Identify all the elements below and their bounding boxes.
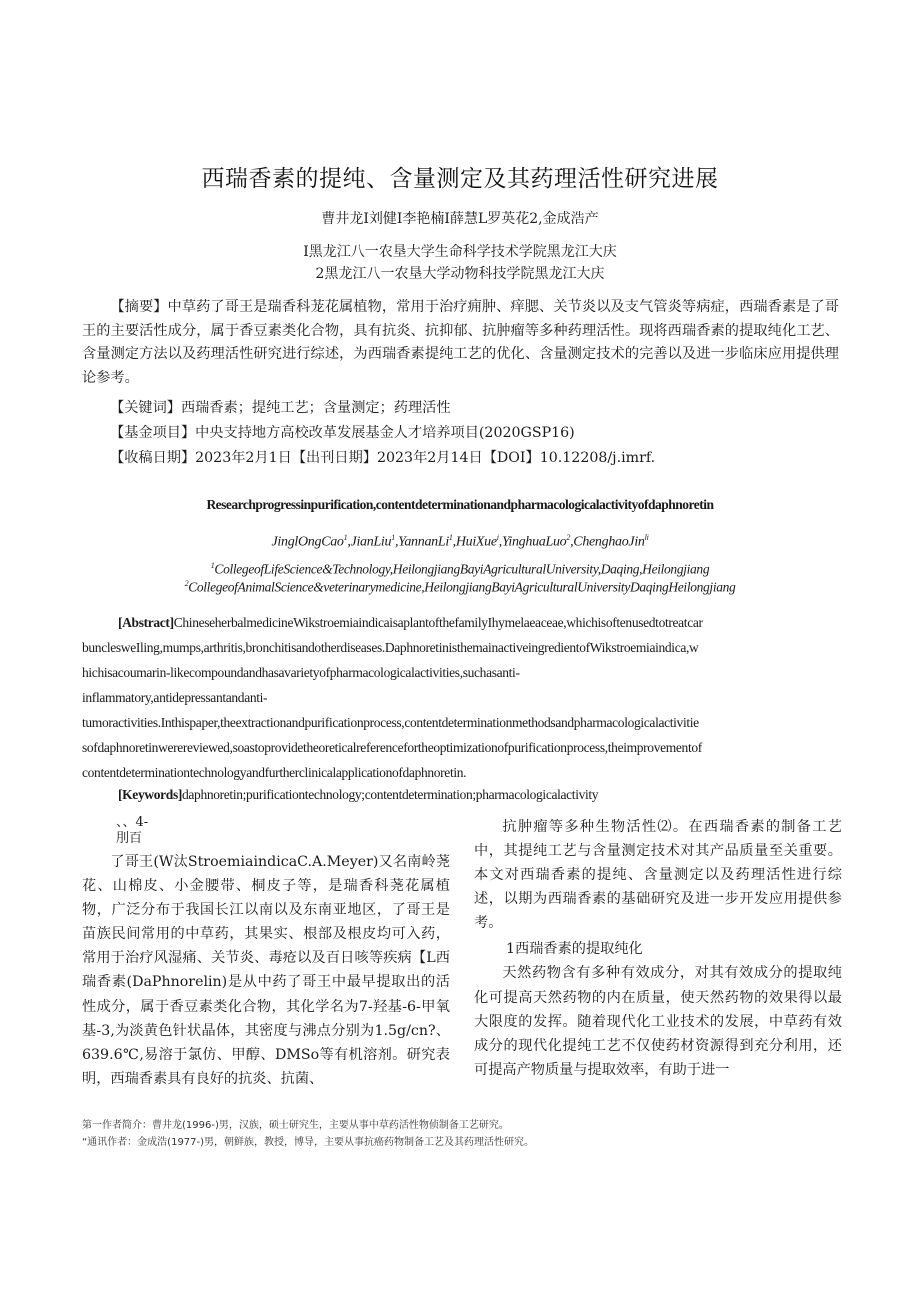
dates-cn: 【收稿日期】2023年2月1日【出刊日期】2023年2月14日【DOI】10.12208/j.imrf.	[110, 450, 656, 466]
author-en-mark: 1	[343, 533, 348, 542]
intro-paragraph: 了哥王(W汰StroemiaindicaC.A.Meyer)又名南岭荛花、山棉皮、小金腰带、桐皮子等，是瑞香科荛花属植物，广泛分布于我国长江以南以及东南亚地区，了哥王是苗族民间常用的中草药，其果实、根部及根皮均可入药，常用于治疗风湿痛、关节炎、毒疮以及百日咳等疾病【L西瑞香素(DaPhnorelin)是从中药了哥王中最早提取出的活性成分，属于香豆素类化合物，其化学名为7-羟基-6-甲氧基-3,为淡黄色针状晶体，其密度与沸点分别为1.5g/cn?、639.6℃,易溶于氯仿、甲醇、DMSo等有机溶剂。研究表明，西瑞香素具有良好的抗炎、抗菌、	[82, 854, 450, 1087]
authors-en: JinglOngCao$^1$,JianLiu$^1$,YannanLi$^1$,HuiXue$^i$,YinghuaLuo$^2$,ChenghaoJin$^{li}$	[271, 533, 649, 550]
author-en-mark: 1	[448, 533, 453, 542]
body-column-right	[474, 815, 842, 1082]
abstract-en-line: hichisacoumarin-likecompoundandhasavarietyofpharmacologicalactivities,suchasanti-	[82, 665, 520, 680]
paper-title-en: Researchprogressinpurification,contentdeterminationandpharmacologicalactivityofdaphnoretin	[206, 497, 714, 512]
affiliation-en-mark: 2	[184, 579, 189, 588]
author-en-name: JianLiu	[350, 534, 392, 550]
fund-cn: 【基金项目】中央支持地方高校改革发展基金人才培养项目(2020GSP16)	[110, 425, 575, 441]
affiliation-en-text: CollegeofAnimalScience&veterinarymedicine,HeilongjiangBayiAgriculturalUniversityDaqingHeilongjiang	[188, 579, 736, 595]
footnotes	[82, 1117, 842, 1151]
author-en-mark: li	[644, 533, 649, 542]
affiliation-en-mark: 1	[210, 561, 215, 570]
author-en-name: YannanLi	[398, 534, 449, 550]
affiliation-en-2	[0, 579, 920, 596]
keywords-en-text: daphnoretin;purificationtechnology;contentdetermination;pharmacologicalactivity	[182, 787, 599, 802]
abstract-en-line: bunclesweIling,mumps,arthritis,bronchitisandotherdiseases.DaphnoretinisthemainactiveingredientofWikstroemiaindica,w	[82, 640, 699, 655]
author-en-name: JinglOngCao	[271, 534, 344, 550]
section-1-paragraph: 天然药物含有多种有效成分，对其有效成分的提取纯化可提高天然药物的内在质量，使天然药物的效果得以最大限度的发挥。随着现代化工业技术的发展，中草药有效成分的现代化提纯工艺不仅使药材资源得到充分利用，还可提高产物质量与提取效率，有助于进一	[474, 965, 842, 1078]
abstract-en-line: [Abstract]ChineseherbalmedicineWikstroemiaindicaisaplantofthefamilyIhymelaeaceae,whichisoftenusedtotreatcar	[118, 615, 703, 630]
abstract-en-line: contentdeterminationtechnologyandfurtherclinicalapplicationofdaphnoretin.	[82, 765, 467, 780]
affiliation-cn-1: I黑龙江八一农垦大学生命科学技术学院黑龙江大庆	[303, 244, 617, 260]
keywords-cn: 【关键词】西瑞香素；提纯工艺；含量测定；药理活性	[110, 400, 451, 416]
authors-cn: 曹井龙I刘健I李艳楠I薛慧L罗英花2,金成浩产	[321, 211, 599, 227]
author-en-name: HuiXue	[455, 534, 497, 550]
keywords-en-label: [Keywords]	[118, 787, 182, 802]
abstract-en-line: sofdaphnoretinwerereviewed,soastoprovidetheoreticalreferencefortheoptimizationofpurificationprocess,theimprovementof	[82, 740, 702, 755]
abstract-en	[82, 610, 842, 785]
author-en-mark: i	[496, 533, 499, 542]
affiliation-en-text: CollegeofLifeScience&Technology,HeilongjiangBayiAgriculturalUniversity,Daqing,Heilongjiang	[214, 561, 710, 577]
affiliation-en-1	[0, 561, 920, 578]
heading-fragment-1: 、、4-	[116, 815, 149, 830]
footnote-corresponding-author: “通讯作者：金成浩(1977-)男，朝鲜族，教授，博导，主要从事抗癌药物制备工艺及其药理活性研究。	[82, 1137, 535, 1148]
author-en-name: YinghuaLuo	[501, 534, 567, 550]
abstract-en-label: [Abstract]	[118, 615, 174, 630]
paper-title: 西瑞香素的提纯、含量测定及其药理活性研究进展	[201, 166, 719, 192]
heading-fragment-2: 刖百	[116, 831, 143, 846]
intro-paragraph-continued: 抗肿瘤等多种生物活性⑵。在西瑞香素的制备工艺中，其提纯工艺与含量测定技术对其产品质量至关重要。本文对西瑞香素的提纯、含量测定以及药理活性进行综述，以期为西瑞香素的基础研究及进一步开发应用提供参考。	[474, 819, 842, 932]
affiliation-cn-2: 2黑龙江八一农垦大学动物科技学院黑龙江大庆	[315, 266, 605, 282]
author-en-mark: 1	[391, 533, 395, 542]
section-heading-1: 1西瑞香素的提取纯化	[506, 941, 643, 958]
footnote-first-author: 第一作者简介：曹井龙(1996-)男，汉族，硕士研究生，主要从事中草药活性物侦制备工艺研究。	[82, 1120, 509, 1131]
abstract-cn: 【摘要】中草药了哥王是瑞香科茏花属植物，常用于治疗痈肿、痒腮、关节炎以及支气管炎等病症，西瑞香素是了哥王的主要活性成分，属于香豆素类化合物，具有抗炎、抗抑郁、抗肿瘤等多种药理活性。现将西瑞香素的提取纯化工艺、含量测定方法以及药理活性研究进行综述，为西瑞香素提纯工艺的优化、含量测定技术的完善以及进一步临床应用提供理论参考。	[82, 299, 839, 386]
author-en-name: ChenghaoJin	[573, 534, 645, 550]
keywords-en	[118, 787, 598, 803]
abstract-en-line: inflammatory,antidepressantandanti-	[82, 690, 268, 705]
abstract-en-line: tumoractivities.Inthispaper,theextractionandpurificationprocess,contentdeterminationmethodsandpharmacologicalactivitie	[82, 715, 699, 730]
author-en-mark: 2	[566, 533, 571, 542]
body-column-left	[82, 815, 450, 1091]
